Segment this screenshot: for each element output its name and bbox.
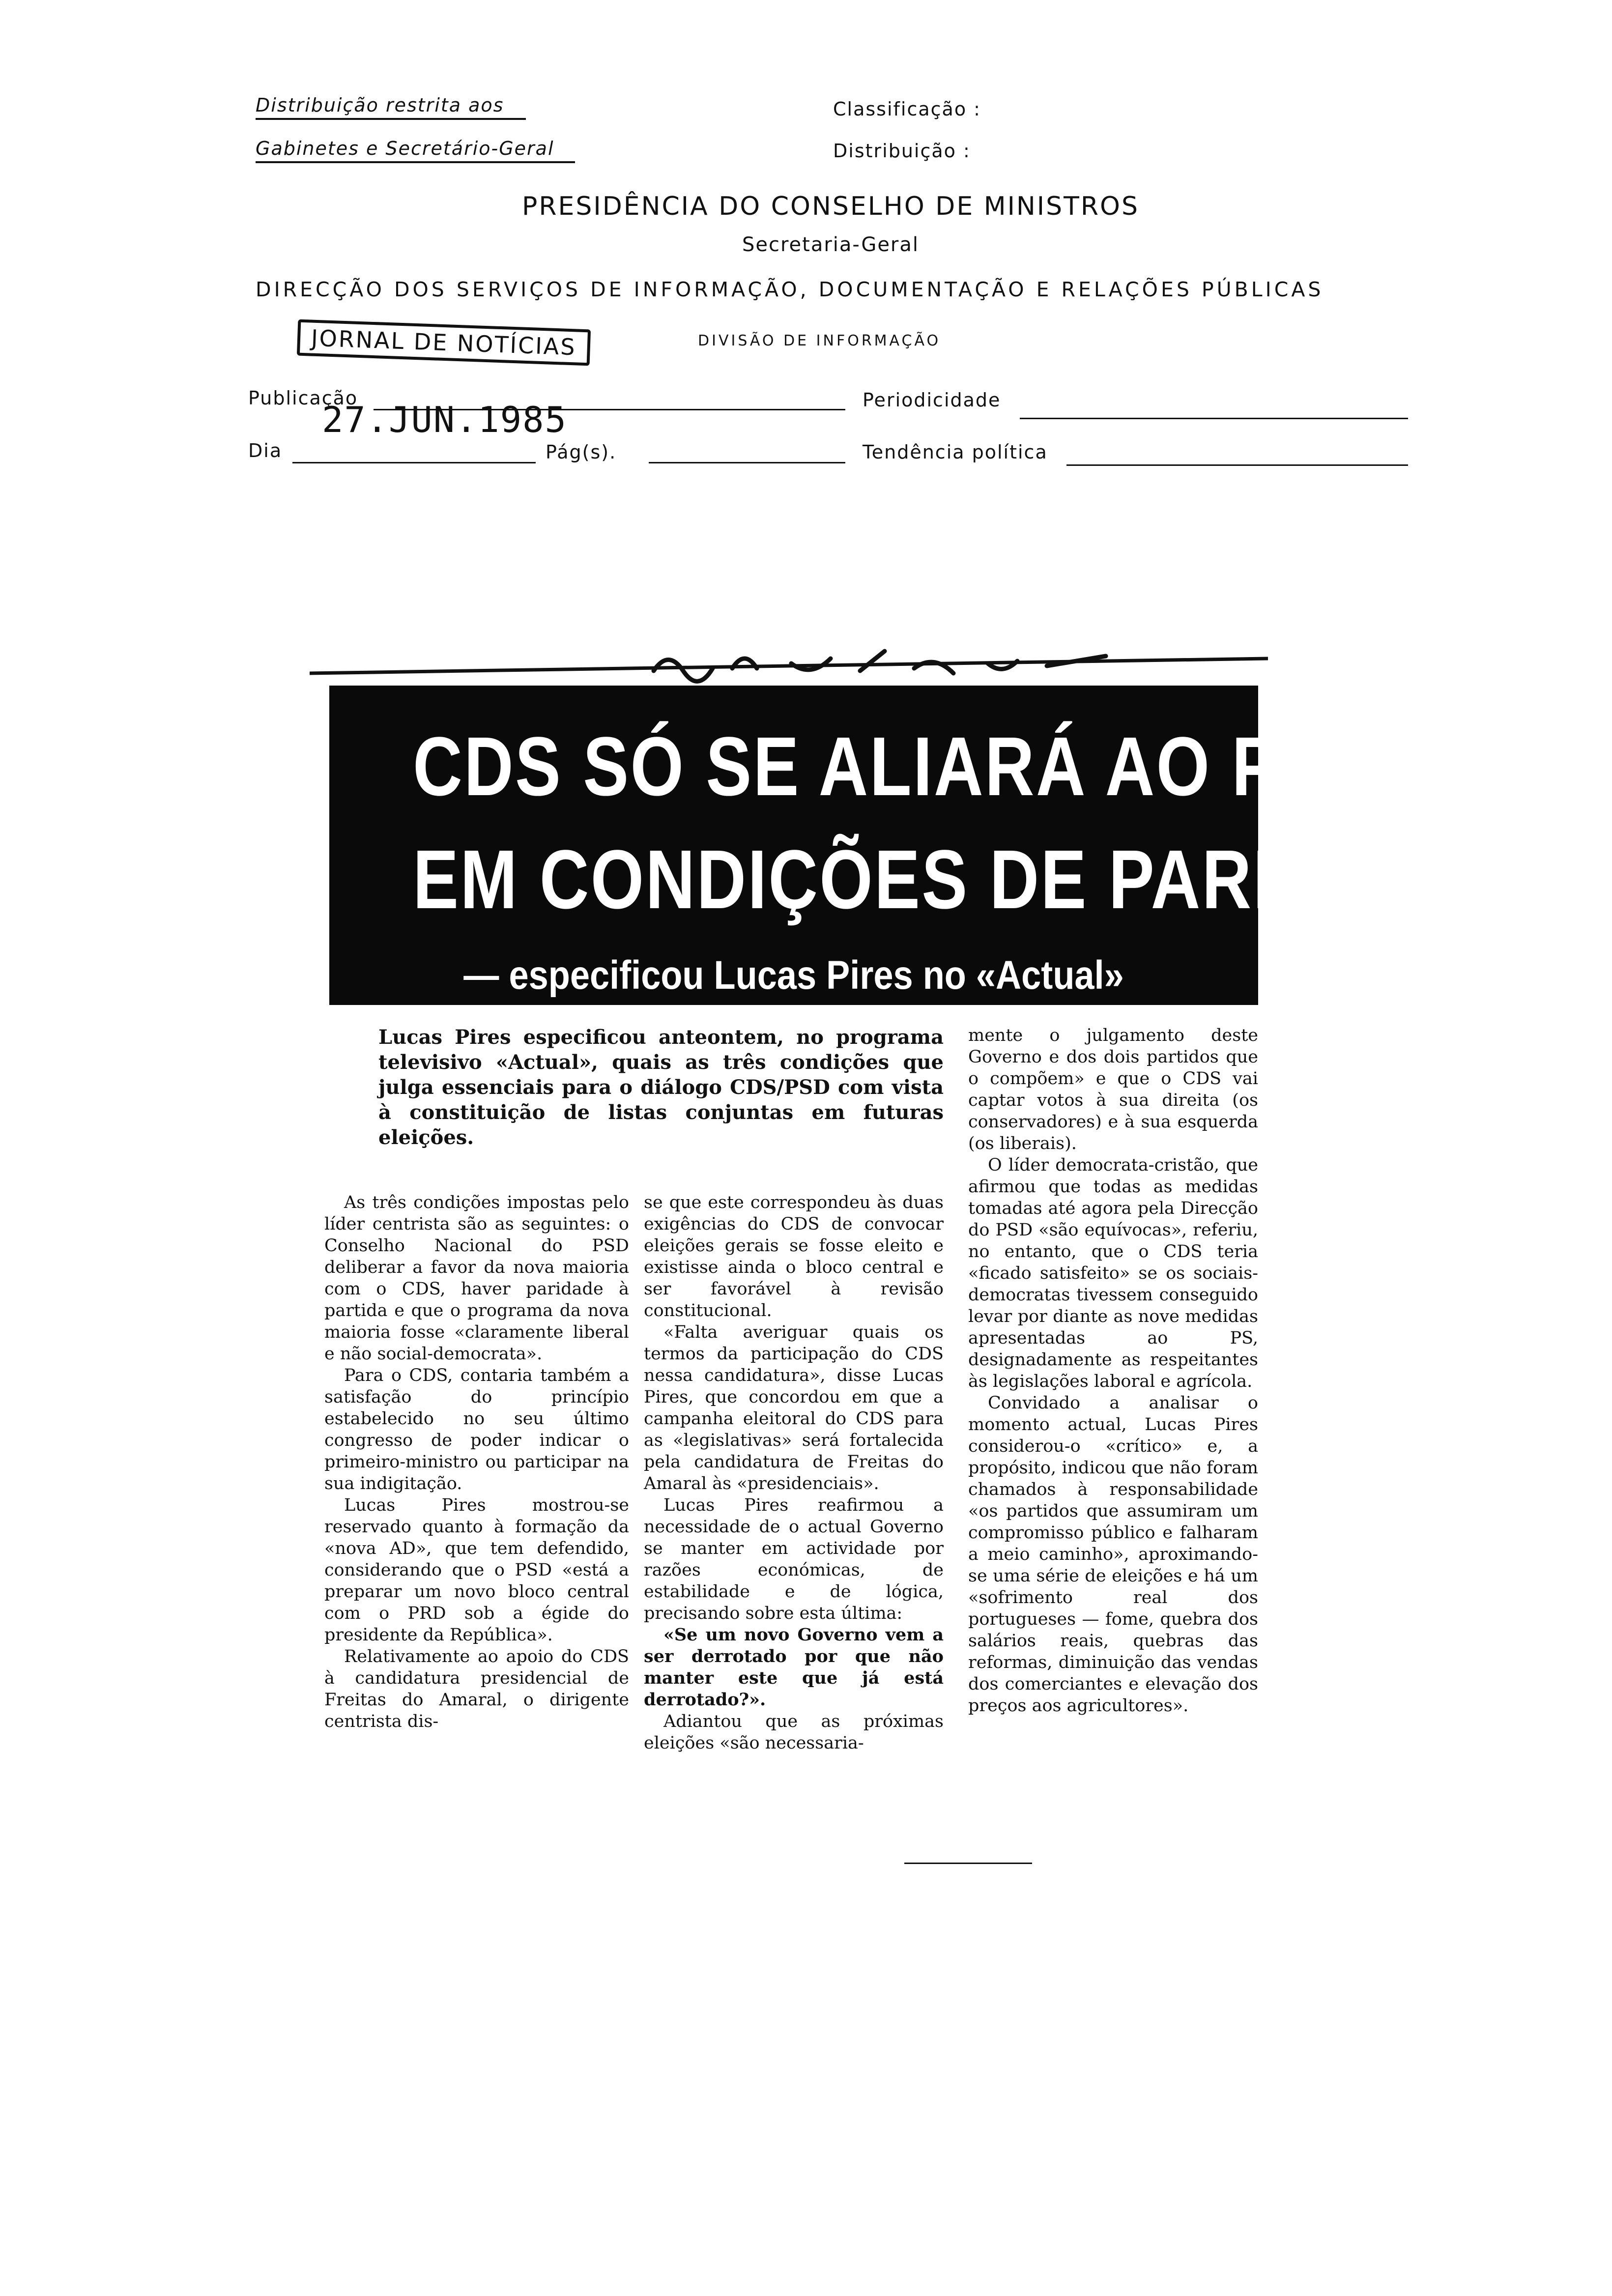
pages-label: Pág(s).: [546, 441, 617, 463]
article-column-3: [968, 1025, 1258, 1717]
periodicity-field-line: [1020, 418, 1408, 419]
col3-paragraph: O líder democrata-cristão, que afirmou que todas as medidas tomadas até agora pela Direcção do PSD «são equívocas», referiu, no entanto, que o CDS teria «ficado satisfeito» se os sociais-democratas tivessem conseguido levar por diante as nove medidas apresentadas ao PS, designadamente as respeitantes às legislações laboral e agrícola.: [968, 1155, 1258, 1391]
classification-label: Classificação :: [833, 98, 981, 120]
day-label: Dia: [248, 440, 283, 461]
article-column-1: [324, 1192, 629, 1732]
division-label: DIVISÃO DE INFORMAÇÃO: [698, 332, 941, 349]
tendency-label: Tendência política: [863, 441, 1048, 463]
lead-paragraph: Lucas Pires especificou anteontem, no programa televisivo «Actual», quais as três condições que julga essenciais para o diálogo CDS/PSD com vista à constituição de listas conjuntas em futuras eleições.: [378, 1026, 944, 1149]
distribution-label: Distribuição :: [833, 140, 971, 162]
org-title: PRESIDÊNCIA DO CONSELHO DE MINISTROS: [522, 192, 1139, 221]
col3-paragraph: mente o julgamento deste Governo e dos dois partidos que o compõem» e que o CDS vai captar votos à sua direita (os conservadores) e à sua esquerda (os liberais).: [968, 1026, 1258, 1153]
publication-label: Publicação: [248, 387, 358, 409]
col1-paragraph: Lucas Pires mostrou-se reservado quanto à formação da «nova AD», que tem defendido, considerando que o PSD «está a preparar um novo bloco central com o PRD sob a égide do presidente da República».: [324, 1495, 629, 1645]
col2-paragraph: «Falta averiguar quais os termos da participação do CDS nessa candidatura», disse Lucas Pires, que concordou em que a campanha eleitoral do CDS para as «legislativas» será fortalecida pela candidatura de Freitas do Amaral às «presidenciais».: [644, 1322, 944, 1493]
handwritten-signature-mark: [310, 644, 1268, 688]
col2-paragraph: «Se um novo Governo vem a ser derrotado por que não manter este que já está derrotado?».: [644, 1625, 944, 1710]
distribution-restricted-line1: Distribuição restrita aos: [256, 94, 526, 120]
col2-paragraph: se que este correspondeu às duas exigências do CDS de convocar eleições gerais se fosse eleito e existisse ainda o bloco central e ser favorável à revisão constitucional.: [644, 1193, 944, 1320]
col1-paragraph: Para o CDS, contaria também a satisfação do princípio estabelecido no seu último congresso de poder indicar o primeiro-ministro ou participar na sua indigitação.: [324, 1366, 629, 1493]
article-bottom-rule: [904, 1863, 1032, 1864]
directorate-label: DIRECÇÃO DOS SERVIÇOS DE INFORMAÇÃO, DOCUMENTAÇÃO E RELAÇÕES PÚBLICAS: [256, 278, 1324, 301]
date-stamp: 27.JUN.1985: [322, 399, 567, 440]
pages-field-line: [649, 462, 845, 463]
headline-line-2: EM CONDIÇÕES DE PARIDADE: [413, 833, 1474, 926]
col2-paragraph: Lucas Pires reafirmou a necessidade de o actual Governo se manter em actividade por razões económicas, de estabilidade e de lógica, precisando sobre esta última:: [644, 1495, 944, 1623]
col1-paragraph: As três condições impostas pelo líder centrista são as seguintes: o Conselho Nacional do PSD deliberar a favor da nova maioria com o CDS, haver paridade à partida e que o programa da nova maioria fosse «claramente liberal e não social-democrata».: [324, 1193, 629, 1364]
distribution-restricted-line2: Gabinetes e Secretário-Geral: [256, 138, 575, 163]
col1-paragraph: Relativamente ao apoio do CDS à candidatura presidencial de Freitas do Amaral, o dirigente centrista dis-: [324, 1647, 629, 1731]
col2-paragraph: Adiantou que as próximas eleições «são necessaria-: [644, 1712, 944, 1753]
headline-line-1: CDS SÓ SE ALIARÁ AO PSD: [413, 720, 1378, 813]
periodicity-label: Periodicidade: [863, 389, 1001, 411]
day-field-line: [292, 462, 536, 463]
article-column-2: [644, 1192, 944, 1754]
secretariat-label: Secretaria-Geral: [742, 233, 919, 256]
tendency-field-line: [1066, 464, 1408, 466]
headline-block: [329, 686, 1474, 1005]
col3-paragraph: Convidado a analisar o momento actual, Lucas Pires considerou-o «crítico» e, a propósito, indicou que não foram chamados à responsabilidade «os partidos que assumiram um compromisso público e falharam a meio caminho», aproximando-se uma série de eleições e há um «sofrimento real dos portugueses — fome, quebra dos salários reais, quebras das reformas, diminuição das vendas dos comerciantes e elevação dos preços aos agricultores».: [968, 1393, 1258, 1716]
subheadline: — especificou Lucas Pires no «Actual»: [463, 953, 1124, 998]
publication-stamp: JORNAL DE NOTÍCIAS: [297, 319, 591, 366]
